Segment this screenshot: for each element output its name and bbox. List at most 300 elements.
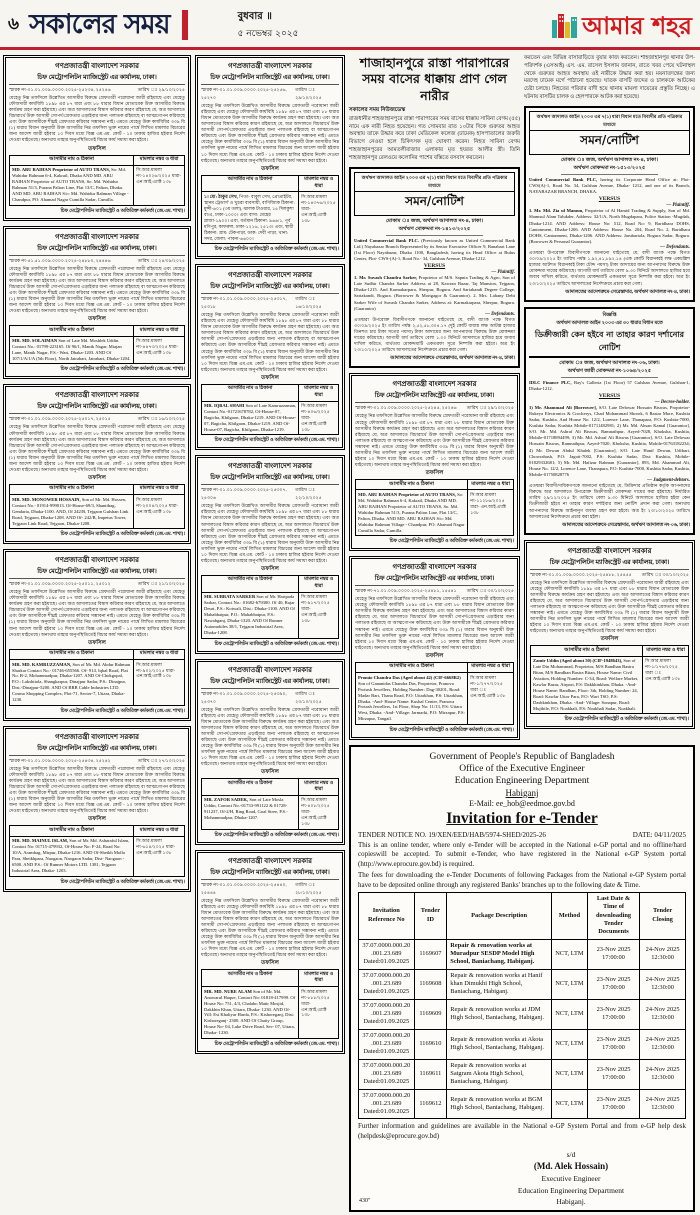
table-row	[356, 490, 514, 536]
notice-body: যেহেতু নিম্ন তফসিলে উল্লেখিত আসামীর বিরুদ্ধে গ্রেফতারী পরোয়ানা জারী রহিয়াছে এবং যেহেতু ফৌজদারী কার্যবিধি ১৮৯৮ এর ৮৭ ধারা এবং ৮৮ ধারার বিধান মোতাবেক উক্ত আসামীর বিরুদ্ধে কার্যক্রম গ্রহণ করা হইয়াছে। এবং অত্র আদালতের বিশ্বাস করিবার কারণ রহিয়াছে যে, অত্র আদালতে বিচারার্থে উক্ত আসামী সোপর্দ/গ্রেফতার এড়াইবার জন্য পলাতক রহিয়াছে বা আত্মগোপন করিয়াছে এবং উক্ত আসামীকে শীঘ্রই গ্রেফতার করিবার সম্ভাবনা নাই। এমতে যেহেতু উক্ত কার্যবিধির ৩৩৯ বি (১) ধারার বিধান অনুযায়ী উক্ত আসামীর নিম্ন তফসিল ভুক্ত নামের পার্শ্বে লিখিত মামলার বিচারের জন্য আদেশ জারী হইবার ১০ দিবস মধ্যে বিজ্ঞ এম.এম. কোর্ট - ১০ ঢাকায় হাজির হইবার নির্দেশ দেওয়া যাইতেছে। অন্যথায় তাহার অনুপস্থিতিতেই বিচার কার্য সমাধা করা হইবে।	[530, 579, 689, 634]
defendant-address: Son of Late Mosla Uddin, Contact No.-01733-991122 & 01728-911237, Of-2/H, Ring Road, Goal Stree, P.S.-Mohammadpur, Dhaka-1207.	[204, 797, 288, 821]
column-3	[349, 55, 520, 745]
case-ref: সি.আর.মামলা নং-৯১৭/২০২৫ ধারা- এন.আই.এ্যাক্ট ১৩৮	[299, 592, 339, 638]
col-header-case: মামলার নম্বর ও ধারা	[468, 662, 514, 672]
memo-number: স্মারক নং-০১.০১.০০৯.০০০০.২০২৫-২৫২৫৬, ২৫২৭০	[201, 87, 287, 100]
col-header-case: মামলার নম্বর ও ধারা	[134, 826, 185, 836]
summons-law-line: অর্থঋণ আদালত আইন ২০০৩ এর ৭(১) ধারা বিধান মতে বিবাদীর প্রতি পত্রিকার মাধ্যমে	[354, 172, 515, 192]
article-body-col1: রাজধানীর শাহজাহানপুরে রাস্তা পারাপারের সময় বাসের ধাক্কায় সাবিনা বেগম (৫৫) নামে এক নারী নিহত হয়েছেন। গত সোমবার রাত ১০টার দিকে গুরুতর আহত অবস্থায় তাকে উদ্ধার করে ঢাকা মেডিকেল কলেজ (ঢামেক) হাসপাতালের জরুরি বিভাগে নেওয়া হলে চিকিৎসক মৃত ঘোষণা করেন। নিহত সাবিনা বেগম শাহজাহানপুরের আমতলীবাজার এলাকার মৃত হযরত আলীর স্ত্রী। তিনি শাহজাহানপুর রেলওয়ে কলোনির পাশের বস্তিতে বসবাস করতেন।	[349, 115, 520, 161]
notice-signature: চিফ মেট্রোপলিটন ম্যাজিস্ট্রেট ও অতিরিক্ত কর্মকর্তা (জে.এম. শাখা)।	[60, 208, 185, 214]
notice-date: তারিখ ঃ ৩০/১০/২০২৫	[641, 571, 689, 577]
cell-closing: 24-Nov 2025 12:30:00	[640, 999, 686, 1029]
notice-date: তারিখ ঃ ২৯/১০/২০২৫	[466, 405, 514, 411]
defendant-address: Son of Mr. Md. Hossen, Contact No.- 01914-999013. Of-House-69/3, Shantibag, Gendaria, Dhaka-1100. AND, Of 242/B, Tejgaon Gulshan Link Road, Tejgaon, Dhaka-1208. AND Of- 242/B, Impetus Tower, Tejgaon Link Road, Tejgaon, Dhaka-1208.	[12, 496, 129, 526]
date-block	[238, 9, 299, 41]
cmm-notice-box	[195, 850, 345, 1054]
summons-law-line: অর্থঋণ আদালত আইন ২০০৩ এর ৭(১) ধারা বিধান মতে বিবাদীর প্রতি পত্রিকার মাধ্যমে	[529, 111, 690, 131]
cell-download: 23-Nov 2025 17:00:00	[587, 1029, 639, 1059]
schedule-table	[201, 778, 339, 830]
decree-body-bn: এতদ্বারা বিবাদী/দায়িকগণকে জানানো যাইতেছে যে, ডিক্রিদার প্রতিষ্ঠান কর্তৃক আপনাদের বিরুদ্ধে অত্র আদালতে উপরোক্ত ডিক্রীজারী মোকদ্দমা দায়ের করা হইয়াছে। নির্ধারিত তারিখ ২৯/১২/২০২৫ ইং তারিখে বেলা ৯.৩০ মিনিটে আদালতে হাজির হইয়া কেন ডিক্রীজারী হইবে না তাহার কারণ দর্শাইবার জন্য নোটিশ প্রদান করা গেল। অন্যথায় আপনাদের বিরুদ্ধে আইনানুগ ব্যবস্থা গ্রহণ করা হইবে। অত্র ইং ২৩/১০/২০২৫ তারিখে আদালতের নির্দেশক্রমে প্রচার করা হইল।	[529, 483, 690, 519]
schedule-heading: তফসিল	[425, 470, 444, 477]
summons-venue: মোকাম ঃ জজ, অর্থঋণ আদালত নং-৪, ঢাকা।	[385, 217, 484, 224]
notice-date: তারিখ ঃ ৩০/১০/২০২৫	[466, 588, 514, 594]
notice-office-title: চিফ মেট্রোপলিটন ম্যাজিস্ট্রেট এর কার্যালয়, ঢাকা।	[9, 401, 185, 414]
schedule-table	[355, 479, 514, 536]
cmm-notice-box	[3, 549, 191, 721]
cell-ref: 37.07.0000.000.20 .001.23.689 Dated:01.09.2025	[359, 999, 415, 1029]
decree-holder-label: — Decree-holder.	[654, 399, 690, 405]
notice-gov-title: গণপ্রজাতন্ত্রী বাংলাদেশ সরকার	[227, 62, 313, 70]
tender-gov-line-3: Education Engineering Department	[454, 775, 590, 786]
plaintiff-paragraph	[354, 238, 515, 262]
article-byline: সকালের সময় নিউজডেস্ক	[349, 106, 406, 113]
tender-signature-block	[456, 1149, 686, 1208]
versus-label: VERSUS	[423, 263, 446, 270]
schedule-heading: তফসিল	[88, 639, 106, 646]
tender-signer-role-2: Education Engineering Department	[517, 1185, 625, 1195]
defendant-address: Son of Mr. Haripada Sarkar, Contact No.: 01682-679300. Of 40, Rajar Deuri, P.S.: Kotwali, Dist.: Dhaka-1100. AND Of Mahabbatpur, P.O.: Mahabbatpur, P.S.: Nawabganj, Dhaka-1320. AND Of Runner Automobiles 38/1, Tejgaon Industrial Area, Dhaka-1208.	[204, 594, 295, 636]
col-header-case: মামলার নম্বর ও ধারা	[299, 175, 339, 192]
judgment-debtors-label: — Judgment-debtors.	[647, 478, 690, 484]
cmm-notice-box	[349, 556, 520, 740]
notice-date: তারিখ ঃ ২৭/১০/২০২৫	[137, 757, 185, 763]
tender-signer-role-1: Executive Engineer	[541, 1174, 601, 1184]
th-package-description: Package Description	[447, 892, 552, 939]
defendant-address: পিতা- বাবুল সেখ, প্রোপ্রাইটর, 'হানম ট্রেডার্স' ও খুচরা ব্যবসায়ী, বাণিজ্যিক ঠিকানা: মুন্সী-৬০১ (৩য় তলা), ঝালক টাওয়ার, ১৫ দিলকুশা বা/এ, ঢাকা-১০০০। এবং বাসা: মেহের প্লাজা-১৯০০। এবং, বর্তমান ঠিকানা: ৯৬৬/১, পূর্ব মণিপুর, কাফরুল, ঢাকা-১২১৬, ২৫১৩। এবং, স্থায়ী ঠিকানা: গ্রাম: টেকপাড়া, ডাক: দেবী পাড়া, থানা: সদর, জেলা: পাবনা-৬৬০০।	[204, 193, 295, 241]
defendants-paragraph	[354, 275, 515, 312]
table-row	[10, 165, 185, 205]
decree-signature: আদালতের আদেশক্রমে-সেরেস্তাদার, অর্থঋণ আদালত নং-০৬, ঢাকা।	[562, 522, 690, 528]
notice-body: যেহেতু নিম্ন তফসিলে উল্লেখিত আসামীর বিরুদ্ধে গ্রেফতারী পরোয়ানা জারী রহিয়াছে এবং যেহেতু ফৌজদারী কার্যবিধি ১৮৯৮ এর ৮৭ ধারা এবং ৮৮ ধারার বিধান মোতাবেক উক্ত আসামীর বিরুদ্ধে কার্যক্রম গ্রহণ করা হইয়াছে। এবং অত্র আদালতের বিশ্বাস করিবার কারণ রহিয়াছে যে, অত্র আদালতে বিচারার্থে উক্ত আসামী সোপর্দ/গ্রেফতার এড়াইবার জন্য পলাতক রহিয়াছে বা আত্মগোপন করিয়াছে এবং উক্ত আসামীকে শীঘ্রই গ্রেফতার করিবার সম্ভাবনা নাই। এমতে যেহেতু উক্ত কার্যবিধির ৩৩৯ বি (১) ধারার বিধান অনুযায়ী উক্ত আসামীর নিম্ন তফসিল ভুক্ত নামের পার্শ্বে লিখিত মামলার বিচারের জন্য আদেশ জারী হইবার ১০ দিবস মধ্যে বিজ্ঞ এম.এম. কোর্ট - ১০ ঢাকায় হাজির হইবার নির্দেশ দেওয়া যাইতেছে। অন্যথায় তাহার অনুপস্থিতিতেই বিচার কার্য সমাধা করা হইবে।	[9, 265, 185, 314]
cell-method: NCT, LTM	[551, 969, 587, 999]
defendant-name: MR. MD. KAMRUZZAMAN,	[12, 661, 73, 667]
notice-body: যেহেতু নিম্ন তফসিলে উল্লেখিত আসামীর বিরুদ্ধে গ্রেফতারী পরোয়ানা জারী রহিয়াছে এবং যেহেতু ফৌজদারী কার্যবিধি ১৮৯৮ এর ৮৭ ধারা এবং ৮৮ ধারার বিধান মোতাবেক উক্ত আসামীর বিরুদ্ধে কার্যক্রম গ্রহণ করা হইয়াছে। এবং অত্র আদালতের বিশ্বাস করিবার কারণ রহিয়াছে যে, অত্র আদালতে বিচারার্থে উক্ত আসামী সোপর্দ/গ্রেফতার এড়াইবার জন্য পলাতক রহিয়াছে বা আত্মগোপন করিয়াছে এবং উক্ত আসামীকে শীঘ্রই গ্রেফতার করিবার সম্ভাবনা নাই। এমতে যেহেতু উক্ত কার্যবিধির ৩৩৯ বি (১) ধারার বিধান অনুযায়ী উক্ত আসামীর নিম্ন তফসিল ভুক্ত নামের পার্শ্বে লিখিত মামলার বিচারের জন্য আদেশ জারী হইবার ১০ দিবস মধ্যে বিজ্ঞ এম.এম. কোর্ট - ১০ ঢাকায় হাজির হইবার নির্দেশ দেওয়া যাইতেছে। অন্যথায় তাহার অনুপস্থিতিতেই বিচার কার্য সমাধা করা হইবে।	[9, 424, 185, 472]
col-header-name: আসামীর নাম ও ঠিকানা	[10, 484, 134, 494]
cell-download: 23-Nov 2025 17:00:00	[587, 999, 639, 1029]
cmm-notice-box	[195, 455, 345, 653]
defendant-name: 1. Mr. Md. Zia ul Mamun,	[529, 208, 586, 214]
memo-number: স্মারক নং-০১.০১.০০৯.০০০০.২০২৫-২৫৪৮৮, ২৫৪৫৫	[530, 571, 632, 577]
cell-ref: 37.07.0000.000.20 .001.23.689 Dated:01.09.2025	[359, 939, 415, 969]
notice-body: যেহেতু নিম্ন তফসিলে উল্লেখিত আসামীর বিরুদ্ধে গ্রেফতারী পরোয়ানা জারী রহিয়াছে এবং যেহেতু ফৌজদারী কার্যবিধি ১৮৯৮ এর ৮৭ ধারা এবং ৮৮ ধারার বিধান মোতাবেক উক্ত আসামীর বিরুদ্ধে কার্যক্রম গ্রহণ করা হইয়াছে। এবং অত্র আদালতের বিশ্বাস করিবার কারণ রহিয়াছে যে, অত্র আদালতে বিচারার্থে উক্ত আসামী সোপর্দ/গ্রেফতার এড়াইবার জন্য পলাতক রহিয়াছে বা আত্মগোপন করিয়াছে এবং উক্ত আসামীকে শীঘ্রই গ্রেফতার করিবার সম্ভাবনা নাই। এমতে যেহেতু উক্ত কার্যবিধির ৩৩৯ বি (১) ধারার বিধান অনুযায়ী উক্ত আসামীর নিম্ন তফসিল ভুক্ত নামের পার্শ্বে লিখিত মামলার বিচারের জন্য আদেশ জারী হইবার ১০ দিবস মধ্যে বিজ্ঞ এম.এম. কোর্ট - ১০ ঢাকায় হাজির হইবার নির্দেশ দেওয়া যাইতেছে। অন্যথায় তাহার অনুপস্থিতিতেই বিচার কার্য সমাধা করা হইবে।	[201, 897, 339, 958]
table-row	[202, 592, 339, 638]
col-header-case: মামলার নম্বর ও ধারা	[134, 155, 185, 165]
col-header-name: আসামীর নাম ও ঠিকানা	[356, 480, 468, 490]
notice-date: তারিখ ঃ ২৯/১০/২০২৫	[295, 87, 322, 100]
defendants-label: — Defendants.	[485, 311, 515, 317]
col-header-case: মামলার নম্বর ও ধারা	[643, 646, 689, 656]
summons-title: সমন/নোটিশ	[354, 192, 515, 216]
tender-row	[359, 939, 686, 969]
schedule-heading: তফসিল	[425, 652, 444, 659]
case-ref: সি.আর.মামলা নং-৪০৬/২০২৫ ধারা- এন.আই.এ্যাক্ট ১৩৮	[299, 401, 339, 435]
notice-office-title: চিফ মেট্রোপলিটন ম্যাজিস্ট্রেট এর কার্যালয়, ঢাকা।	[9, 243, 185, 256]
case-ref: সি.আর.মামলা নং-৬১৪/২০২৫ ধারা- এন.আই.এ্যাক্ট ১৩৮	[134, 836, 185, 876]
schedule-table	[9, 649, 185, 706]
schedule-heading: তফসিল	[261, 565, 279, 572]
tender-row	[359, 1059, 686, 1089]
col-header-case: মামলার নম্বর ও ধারা	[299, 384, 339, 401]
cmm-notice-box	[349, 373, 520, 551]
notice-office-title: চিফ মেট্রোপলিটন ম্যাজিস্ট্রেট এর কার্যালয়, ঢাকা।	[9, 566, 185, 579]
column-4	[524, 55, 695, 734]
tender-notice-no: TENDER NOTICE NO. 19/XEN/EED/HAB/5974-SHED/2025-26	[358, 830, 546, 839]
cmm-notice-box	[3, 384, 191, 544]
cell-id: 1169608	[414, 969, 447, 999]
defendant-detail: Proprietor of Al Hamid Trading & Supply, Son of Md. Shamsul Alam Talukder, Address: 32/1/A, North Mugdapara, Police Station -Mugdah, Dhaka-1214. AND Address: House No: 512, Road No: 9, Baridhara DOHS, Cantonment, Dhaka-1206. AND Address: House No. 204, Road No. 2, Baridhara DOHS, Cantonment, Dhaka-1206. AND Address: Jarubariola, Bogura Sadar, Bogura. (Borrower & Personal Guarantor).	[529, 208, 690, 244]
decree-law-line: অর্থঋণ আদালত আইন ২০০৩ এর ৩০ ধারার বিধান মতে	[556, 320, 663, 326]
notice-gov-title: গণপ্রজাতন্ত্রী বাংলাদেশ সরকার	[54, 232, 140, 241]
cmm-notice-box	[524, 540, 695, 730]
notice-gov-title: গণপ্রজাতন্ত্রী বাংলাদেশ সরকার	[54, 556, 140, 565]
notice-office-title: চিফ মেট্রোপলিটন ম্যাজিস্ট্রেট এর কার্যালয়, ঢাকা।	[201, 867, 339, 880]
schedule-heading: তফসিল	[261, 769, 279, 776]
tender-row	[359, 969, 686, 999]
defendant-address: Son of Mr. Md. Abdur Rahman Sharkar Contact No.- 01746-655566. Of- 914, Iqbal Road, Flat No. B-2, Mohammadpur, Dhaka-1207. AND Of-Chokgopal, P.O.: Lakshitola, Shangkarpur, Dinajpur Sadar, P.S.: Dinajpur, Dist.-Dinajpur-5200. AND Of BRB Cable Industries LTD. Cosmo Shopping Complex, Plot-71, Sector-7, Uttara, Dhaka-1230.	[12, 661, 131, 703]
cell-desc: Repair & renovation works at BGM High School, Baniachang, Habiganj.	[447, 1089, 552, 1119]
notice-signature: চিফ মেট্রোপলিটন ম্যাজিস্ট্রেট ও অতিরিক্ত কর্মকর্তা (জে.এম. শাখা)।	[214, 438, 339, 444]
col-header-case: মামলার নম্বর ও ধারা	[468, 480, 514, 490]
amar-shohor-logo	[551, 12, 692, 38]
schedule-heading: তফসিল	[88, 145, 106, 152]
memo-number: স্মারক নং-০১.০১.০০৯.০০০০.২০২৫-২৫৩৯০, ২৫৩৭০	[201, 690, 287, 704]
notice-body: যেহেতু নিম্ন তফসিলে উল্লেখিত আসামীর বিরুদ্ধে গ্রেফতারী পরোয়ানা জারী রহিয়াছে এবং যেহেতু ফৌজদারী কার্যবিধি ১৮৯৮ এর ৮৭ ধারা এবং ৮৮ ধারার বিধান মোতাবেক উক্ত আসামীর বিরুদ্ধে কার্যক্রম গ্রহণ করা হইয়াছে। এবং অত্র আদালতের বিশ্বাস করিবার কারণ রহিয়াছে যে, অত্র আদালতে বিচারার্থে উক্ত আসামী সোপর্দ/গ্রেফতার এড়াইবার জন্য পলাতক রহিয়াছে বা আত্মগোপন করিয়াছে এবং উক্ত আসামীকে শীঘ্রই গ্রেফতার করিবার সম্ভাবনা নাই। এমতে যেহেতু উক্ত কার্যবিধির ৩৩৯ বি (১) ধারার বিধান অনুযায়ী উক্ত আসামীর নিম্ন তফসিল ভুক্ত নামের পার্শ্বে লিখিত মামলার বিচারের জন্য আদেশ জারী হইবার ১০ দিবস মধ্যে বিজ্ঞ এম.এম. কোর্ট - ১০ ঢাকায় হাজির হইবার নির্দেশ দেওয়া যাইতেছে। অন্যথায় তাহার অনুপস্থিতিতেই বিচার কার্য সমাধা করা হইবে।	[355, 596, 514, 650]
table-row	[202, 401, 339, 435]
judgment-debtor-name: 1) Mr. Ahammad Ali [Borrower],	[529, 404, 599, 410]
notice-office-title: চিফ মেট্রোপলিটন ম্যাজিস্ট্রেট এর কার্যালয়, ঢাকা।	[9, 743, 185, 756]
summons-signature: আদালতের আদেশক্রমে-সেরেস্তাদার, অর্থঋণ আদালত নং-৪, ঢাকা।	[390, 356, 515, 362]
th-tender-closing: Tender Closing	[640, 892, 686, 939]
notice-office-title: চিফ মেট্রোপলিটন ম্যাজিস্ট্রেট এর কার্যালয়, ঢাকা।	[201, 281, 339, 294]
col-header-name: আসামীর নাম ও ঠিকানা	[202, 175, 299, 192]
schedule-heading: তফসিল	[88, 316, 106, 323]
decree-venue: মোকাম ঃ জজ, অর্থঋণ আদালত নং-০৬, ঢাকা।	[559, 359, 660, 366]
cell-desc: Repair & renovation works at Akota High School, Baniachang, Habiganj.	[447, 1029, 552, 1059]
col-header-name: আসামীর নাম ও ঠিকানা	[202, 970, 299, 987]
case-ref: সি.আর.মামলা নং-১১২৮৬/২০২৫ ধারা- এন.আই.এ্যাক্ট ১৩৮	[468, 490, 514, 536]
notice-office-title: চিফ মেট্রোপলিটন ম্যাজিস্ট্রেট এর কার্যালয়, ঢাকা।	[355, 390, 514, 403]
decree-top-label: বিজ্ঞপ্তি	[602, 312, 617, 318]
col-header-name: আসামীর নাম ও ঠিকানা	[356, 662, 468, 672]
notice-office-title: চিফ মেট্রোপলিটন ম্যাজিস্ট্রেট এর কার্যালয়, ঢাকা।	[9, 72, 185, 85]
tender-gov-line-2: Office of the Executive Engineer	[459, 763, 585, 774]
col-header-case: মামলার নম্বর ও ধারা	[299, 779, 339, 796]
tender-sd: s/d	[566, 1149, 576, 1159]
notice-gov-title: গণপ্রজাতন্ত্রী বাংলাদেশ সরকার	[392, 380, 477, 389]
decree-holder-name: IDLC Finance PLC,	[529, 379, 575, 385]
schedule-table	[9, 484, 185, 529]
cmm-notice-box	[3, 226, 191, 380]
col-header-name: আসামীর নাম ও ঠিকানা	[202, 575, 299, 592]
cell-desc: Repair & renovation works at Muradpur SESDP Model High School, Baniachang, Habiganj.	[447, 939, 552, 969]
versus-label: VERSUS	[598, 392, 621, 399]
notice-body: যেহেতু নিম্ন তফসিলে উল্লেখিত আসামীর বিরুদ্ধে গ্রেফতারী পরোয়ানা জারী রহিয়াছে এবং যেহেতু ফৌজদারী কার্যবিধি ১৮৯৮ এর ৮৭ ধারা এবং ৮৮ ধারার বিধান মোতাবেক উক্ত আসামীর বিরুদ্ধে কার্যক্রম গ্রহণ করা হইয়াছে। এবং অত্র আদালতের বিশ্বাস করিবার কারণ রহিয়াছে যে, অত্র আদালতে বিচারার্থে উক্ত আসামী সোপর্দ/গ্রেফতার এড়াইবার জন্য পলাতক রহিয়াছে বা আত্মগোপন করিয়াছে এবং উক্ত আসামীকে শীঘ্রই গ্রেফতার করিবার সম্ভাবনা নাই। এমতে যেহেতু উক্ত কার্যবিধির ৩৩৯ বি (১) ধারার বিধান অনুযায়ী উক্ত আসামীর নিম্ন তফসিল ভুক্ত নামের পার্শ্বে লিখিত মামলার বিচারের জন্য আদেশ জারী হইবার ১০ দিবস মধ্যে বিজ্ঞ এম.এম. কোর্ট - ১০ ঢাকায় হাজির হইবার নির্দেশ দেওয়া যাইতেছে। অন্যথায় তাহার অনুপস্থিতিতেই বিচার কার্য সমাধা করা হইবে।	[9, 95, 185, 143]
memo-number: স্মারক নং-০১.০১.০০৯.০০০০.২০২৫-২৫০১১, ২৫০১২	[9, 581, 111, 587]
schedule-table	[9, 825, 185, 876]
plaintiff-label: — Plaintiff.	[666, 203, 690, 209]
table-row	[10, 495, 185, 529]
case-ref: সি.আর.মামলা নং-১/২৭৭/২০২৫ ধারা ঃ এন.আই.এ্যাক্ট ১৩৮	[468, 673, 514, 725]
tender-table-header-row	[359, 892, 686, 939]
plaintiff-name: United Commercial Bank PLC.	[354, 237, 422, 243]
cell-id: 1169607	[414, 939, 447, 969]
defendant-detail: Proprietor of M/S. Sapnia Trading & Agro, Son of Late Sudhir Chandra Sarker Address at 28, Kawran Bazar, Taj Mansion, Tejgaon, Dhaka-1215. And Karmakarpara, Sherpur, Bogura. And Sariakandi Degree College, Sariakandi, Bogura. (Borrower & Mortgagor & Guarantor). 2. Mrs. Lahany Debi Sarker Wife of Suvash Chandra Sarker, Address at: Karmakarpara, Sherpur, Bogura. (Guarantor)	[354, 275, 516, 311]
plaintiff-detail: having its Corporate Head Office at: Plot- CWS(A)-1, Road No. 34, Gulshan Avenue, Dhaka- 1212, and one of its Branch, NAYABAZAR BRANCH, DHAKA.	[529, 176, 691, 195]
notice-date: তারিখ ঃ ২৩/১০/২০২৫	[295, 690, 322, 704]
table-row	[202, 987, 339, 1039]
cmm-notice-box	[3, 55, 191, 221]
date-label: ৫ নভেম্বর ২০২৫	[237, 28, 299, 39]
table-row	[10, 336, 185, 364]
cell-closing: 24-Nov 2025 12:30:00	[640, 1059, 686, 1089]
col-header-name: আসামীর নাম ও ঠিকানা	[202, 384, 299, 401]
column-2	[195, 55, 345, 1059]
notice-date: তারিখ ঃ ২২/১০/২০২৫	[295, 487, 322, 501]
case-ref: সি.আর.মামলা নং-৮৮৮/২০২৫ ধারা- এন.আই.এ্যাক্ট ১৩৮	[299, 987, 339, 1039]
cell-closing: 24-Nov 2025 12:30:00	[640, 969, 686, 999]
case-ref: সি.আর.মামলা নং-১৪০২৬/২০২৫ ধারা- এন.আই.এ্যাক্ট ১৩৮	[134, 165, 185, 205]
defendant-name: MR. MD. MAINUL ISLAM,	[12, 838, 70, 844]
notice-body: যেহেতু নিম্ন তফসিলে উল্লেখিত আসামীর বিরুদ্ধে গ্রেফতারী পরোয়ানা জারী রহিয়াছে এবং যেহেতু ফৌজদারী কার্যবিধি ১৮৯৮ এর ৮৭ ধারা এবং ৮৮ ধারার বিধান মোতাবেক উক্ত আসামীর বিরুদ্ধে কার্যক্রম গ্রহণ করা হইয়াছে। এবং অত্র আদালতের বিশ্বাস করিবার কারণ রহিয়াছে যে, অত্র আদালতে বিচারার্থে উক্ত আসামী সোপর্দ/গ্রেফতার এড়াইবার জন্য পলাতক রহিয়াছে বা আত্মগোপন করিয়াছে এবং উক্ত আসামীকে শীঘ্রই গ্রেফতার করিবার সম্ভাবনা নাই। এমতে যেহেতু উক্ত কার্যবিধির ৩৩৯ বি (১) ধারার বিধান অনুযায়ী উক্ত আসামীর নিম্ন তফসিল ভুক্ত নামের পার্শ্বে লিখিত মামলার বিচারের জন্য আদেশ জারী হইবার ১০ দিবস মধ্যে বিজ্ঞ এম.এম. কোর্ট - ১০ ঢাকায় হাজির হইবার নির্দেশ দেওয়া যাইতেছে। অন্যথায় তাহার অনুপস্থিতিতেই বিচার কার্য সমাধা করা হইবে।	[201, 503, 339, 563]
cell-closing: 24-Nov 2025 12:30:00	[640, 939, 686, 969]
plaintiff-label: — Plaintiff.	[491, 270, 515, 276]
notice-signature: চিফ মেট্রোপলিটন ম্যাজিস্ট্রেট ও অতিরিক্ত কর্মকর্তা (জে.এম. শাখা)।	[564, 717, 689, 723]
memo-number: স্মারক নং-০১.০১.০০৯.০০০০.২০২৫-২৫২৩৪, ২৫২৪৬	[9, 87, 111, 92]
cmm-notice-box	[195, 264, 345, 450]
cell-method: NCT, LTM	[551, 1059, 587, 1089]
decree-holder-paragraph	[529, 380, 690, 392]
col-header-case: মামলার নম্বর ও ধারা	[134, 649, 185, 659]
summons-notice-box	[524, 106, 695, 302]
judgment-debtors-paragraph	[529, 405, 690, 478]
notice-gov-title: গণপ্রজাতন্ত্রী বাংলাদেশ সরকার	[227, 462, 313, 471]
cell-ref: 37.07.0000.000.20 .001.23.689 Dated:01.09.2025	[359, 1059, 415, 1089]
schedule-heading: তফসিল	[88, 816, 106, 823]
decree-notice-box	[524, 307, 695, 535]
summons-case-no: অর্থঋণ মোকদ্দমা নং-১৫১৩/২০২৫	[561, 165, 658, 175]
defendant-name: MR. SUBRATA SARKER	[204, 594, 257, 600]
tender-footer-note: Further information and guidelines are available in the National e-GP System Portal and from e-GP help desk (helpdesk@eprocure.gov.bd)	[358, 1122, 686, 1140]
notice-signature: চিফ মেট্রোপলিটন ম্যাজিস্ট্রেট ও অতিরিক্ত কর্মকর্তা (জে.এম. শাখা)।	[214, 1041, 339, 1047]
case-ref: সি.আর.মামলা নং-৪৪৭৩/২০২৫ ধারা- এন.আই.এ্যাক্ট ১৩৮	[134, 336, 185, 364]
tender-signer-name: (Md. Alek Hossain)	[533, 1160, 609, 1171]
masthead-accent-bar	[182, 10, 188, 40]
memo-number: স্মারক নং-০১.০১.০০৯.০০০০.২০২৫-২৫৩১৭, ২৫৩১৮	[201, 296, 287, 310]
tender-email: E-Mail: ee_hob@eedmoe.gov.bd	[469, 798, 575, 808]
th-invitation-ref: Invitation Reference No	[359, 892, 415, 939]
schedule-heading: তফসিল	[261, 960, 279, 967]
notice-signature: চিফ মেট্রোপলিটন ম্যাজিস্ট্রেট ও অতিরিক্ত কর্মকর্তা (জে.এম. শাখা)।	[214, 641, 339, 647]
page-number: ৬	[8, 13, 20, 34]
defendant-address: Son of Mr. Md. Anowarul Haque, Contact No: 01818-417999. Of House No: 751, 4/3, Chalabo Matir Mosjid, Dakkhin Khan, Uttara, Dhaka- 1230. AND Of-Vill: Est Khaliyar Harda, P.S.: Kishoreganj, Dist: Kishoreganj- 2300. AND Of Chaity Group, House No- 04, Lake Drive Road, Sec- 07, Uttara, Dhaka- 1230.	[204, 988, 296, 1036]
plaintiff-name: United Commercial Bank PLC,	[529, 176, 601, 182]
col-header-name: আসামীর নাম ও ঠিকানা	[531, 646, 643, 656]
cell-id: 1169609	[414, 999, 447, 1029]
summons-signature: আদালতের আদেশক্রমে-সেরেস্তাদার, অর্থঋণ আদালত নং-৪, ঢাকা।	[565, 289, 690, 295]
case-ref: সি.আর.মামলা নং-৯০২/২০২৫ ধারা- এন.আই.এ্যাক্ট ১৩৮	[134, 660, 185, 706]
memo-number: স্মারক নং-৫১.৫১.০০৯.০০০০.২০২৫-২৪৮৮০, ২৪৪৪৬	[9, 257, 111, 263]
cell-desc: Repair & renovation works at Hanif khan Dimukhi High School, Baniachang, Habiganj.	[447, 969, 552, 999]
notice-gov-title: গণপ্রজাতন্ত্রী বাংলাদেশ সরকার	[392, 563, 477, 572]
cell-id: 1169611	[414, 1059, 447, 1089]
defendant-address: Son of Late Kamruzzaman, Contact No.-01721678782, Of-House-07, Bagicha, Khilgaon, Dhaka-1219. AND Of-House-07, Bagicha, Khilgaon, Dhaka-1219. AND Of-House-07, Bagicha, Khilgaon, Dhaka-1219.	[204, 403, 297, 432]
notice-gov-title: গণপ্রজাতন্ত্রী বাংলাদেশ সরকার	[54, 391, 140, 400]
cell-method: NCT, LTM	[551, 1089, 587, 1119]
notice-signature: চিফ মেট্রোপলিটন ম্যাজিস্ট্রেট ও অতিরিক্ত কর্মকর্তা (জে.এম. শাখা)।	[60, 708, 185, 714]
case-ref: সি.আর.মামলা নং-১/১৭৬/২০২৫ ধারা ঃ এন.আই.এ্যাক্ট ১৩৮	[643, 656, 689, 714]
tender-row	[359, 999, 686, 1029]
notice-office-title: চিফ মেট্রোপলিটন ম্যাজিস্ট্রেট এর কার্যালয়, ঢাকা।	[201, 676, 339, 689]
tender-row	[359, 1029, 686, 1059]
col-header-name: আসামীর নাম ও ঠিকানা	[10, 326, 134, 336]
versus-label: VERSUS	[598, 196, 621, 203]
cmm-notice-box	[195, 55, 345, 259]
tender-title: Invitation for e-Tender	[446, 809, 598, 827]
notice-body: যেহেতু নিম্ন তফসিলে উল্লেখিত আসামীর বিরুদ্ধে গ্রেফতারী পরোয়ানা জারী রহিয়াছে এবং যেহেতু ফৌজদারী কার্যবিধি ১৮৯৮ এর ৮৭ ধারা এবং ৮৮ ধারার বিধান মোতাবেক উক্ত আসামীর বিরুদ্ধে কার্যক্রম গ্রহণ করা হইয়াছে। এবং অত্র আদালতের বিশ্বাস করিবার কারণ রহিয়াছে যে, অত্র আদালতে বিচারার্থে উক্ত আসামী সোপর্দ/গ্রেফতার এড়াইবার জন্য পলাতক রহিয়াছে বা আত্মগোপন করিয়াছে এবং উক্ত আসামীকে শীঘ্রই গ্রেফতার করিবার সম্ভাবনা নাই। এমতে যেহেতু উক্ত কার্যবিধির ৩৩৯ বি (১) ধারার বিধান অনুযায়ী উক্ত আসামীর নিম্ন তফসিল ভুক্ত নামের পার্শ্বে লিখিত মামলার বিচারের জন্য আদেশ জারী হইবার ১০ দিবস মধ্যে বিজ্ঞ এম.এম. কোর্ট - ১০ ঢাকায় হাজির হইবার নির্দেশ দেওয়া যাইতেছে। অন্যথায় তাহার অনুপস্থিতিতেই বিচার কার্য সমাধা করা হইবে।	[9, 765, 185, 814]
notice-signature: চিফ মেট্রোপলিটন ম্যাজিস্ট্রেট ও অতিরিক্ত কর্মকর্তা (জে.এম. শাখা)।	[389, 727, 514, 733]
schedule-table	[201, 575, 339, 639]
col-header-case: মামলার নম্বর ও ধারা	[134, 484, 185, 494]
memo-number: স্মারক নং-০১.০১.০০৯.০০০০.২০২৫-২৫২৪৫, ২৫২৪৬	[355, 405, 457, 411]
cell-download: 23-Nov 2025 17:00:00	[587, 1059, 639, 1089]
notice-signature: চিফ মেট্রোপলিটন ম্যাজিস্ট্রেট ও অতিরিক্ত কর্মকর্তা (জে.এম. শাখা)।	[60, 879, 185, 885]
defendant-name: MR. IQBAL SHAHI	[204, 403, 246, 408]
defendant-address: Son of Late Din Mohammad, Proprietor, M/S Bandhan Bastra Bitan, M/S Bandhan Bastra Bitan, House Name: Civil Aviation, Holding Number: C-34, Road: Welfare Market, Kawlar Bazar, Airport, P.S: Dakkhinkhan, Dhaka. -And- House Name: Bandhan, Floor: 3th, Holding Number: 24, Road: Kawlar Uttor Para, P.O: Wari TSO, P.S: Dashkinkhan, Dhaka. -And- Village: Sonapur, Road: Mujibile, P.O: Noakhali, P.S: Noakhali Sadar, Noakhali.	[533, 658, 639, 711]
col-header-case: মামলার নম্বর ও ধারা	[134, 326, 185, 336]
notice-gov-title: গণপ্রজাতন্ত্রী বাংলাদেশ সরকার	[227, 856, 313, 865]
tender-signer-role-3: Habiganj.	[556, 1196, 586, 1206]
notice-signature: চিফ মেট্রোপলিটন ম্যাজিস্ট্রেট ও অতিরিক্ত কর্মকর্তা (জে.এম. শাখা)।	[389, 539, 514, 545]
schedule-table	[530, 645, 689, 714]
col-header-case: মামলার নম্বর ও ধারা	[299, 970, 339, 987]
defendant-name: MR. MD. MONOWER HOSSAIN,	[12, 496, 82, 502]
table-row	[531, 656, 689, 714]
table-row	[10, 660, 185, 706]
plaintiff-paragraph	[529, 177, 690, 195]
defendants-paragraph	[529, 208, 690, 245]
case-ref: সি.আর.মামলা নং-২০০৪/২০২৫ ধারা- এন.আই.এ্যাক্ট ১৩৮	[134, 495, 185, 529]
defendant-address: Son of Mr. Md. Asharaful Islam, Contact No: 01715-479932, Of-House No: F-24, Road No: 10/A, Arambag, Mirpur, Dhaka-1216. AND Of-Sheikh Molla Para, Sheikhpara, Naogaon, Naogaon Sadar, Dist- Naogaon - 6500. AND P.S.: Of Runner Motors LTD. 1381, Tejgaon Industrial Area, Dhaka- 1203.	[12, 838, 130, 874]
table-row	[10, 836, 185, 876]
notice-date: তারিখ ঃ ১৬/১০/২০২৫	[137, 416, 185, 422]
notice-signature: চিফ মেট্রোপলিটন ম্যাজিস্ট্রেট ও অতিরিক্ত কর্মকর্তা (জে.এম. শাখা)।	[60, 532, 185, 538]
defendant-name: Promio Chandra Das (Aged about 42) (CIF-6668R2)	[358, 674, 461, 680]
summons-notice-box	[349, 167, 520, 369]
summons-case-no: অর্থঋণ মোকদ্দমা নং-১৪১৩/২০২৫	[386, 226, 483, 236]
summons-venue: মোকাম ঃ জজ, অর্থঋণ আদালত নং-৪, ঢাকা।	[560, 156, 659, 163]
article-body-col2: করতেন এবং বিভিন্ন বাসাবাড়িতে বুয়ার কাজ করতেন। শাহজাহানপুর থানার উপ-পরিদর্শক (এসআই) এস. এম. রাসেল ইসলাম জানান, রাতে খবর পেয়ে ঘটনাস্থল থেকে গুরুতর আহত অবস্থায় ওই নারীকে উদ্ধার করা হয়। ময়নাতদন্তের জন্য মরদেহ ঢামেক মর্গে পাঠানো হয়েছে। ঘাতক বাসটি জব্দের ও চালককে আটকের চেষ্টা চলছে। নিহতের পরিবার বাদী হয়ে থানায় মামলা দায়েরের প্রস্তুতি নিচ্ছে। এ ঘটনায় বাসটির চালক ও হেলপারকে আটক করা হয়েছে।	[524, 55, 695, 101]
notice-gov-title: গণপ্রজাতন্ত্রী বাংলাদেশ সরকার	[227, 665, 313, 674]
notice-body: যেহেতু নিম্ন তফসিলে উল্লেখিত আসামীর বিরুদ্ধে গ্রেফতারী পরোয়ানা জারী রহিয়াছে এবং যেহেতু ফৌজদারী কার্যবিধি ১৮৯৮ এর ৮৭ ধারা এবং ৮৮ ধারার বিধান মোতাবেক উক্ত আসামীর বিরুদ্ধে কার্যক্রম গ্রহণ করা হইয়াছে। এবং অত্র আদালতের বিশ্বাস করিবার কারণ রহিয়াছে যে, অত্র আদালতে বিচারার্থে উক্ত আসামী সোপর্দ/গ্রেফতার এড়াইবার জন্য পলাতক রহিয়াছে বা আত্মগোপন করিয়াছে এবং উক্ত আসামীকে শীঘ্রই গ্রেফতার করিবার সম্ভাবনা নাই। এমতে যেহেতু উক্ত কার্যবিধির ৩৩৯ বি (১) ধারার বিধান অনুযায়ী উক্ত আসামীর নিম্ন তফসিল ভুক্ত নামের পার্শ্বে লিখিত মামলার বিচারের জন্য আদেশ জারী হইবার ১০ দিবস মধ্যে বিজ্ঞ এম.এম. কোর্ট - ১০ ঢাকায় হাজির হইবার নির্দেশ দেওয়া যাইতেছে। অন্যথায় তাহার অনুপস্থিতিতেই বিচার কার্য সমাধা করা হইবে।	[201, 706, 339, 767]
tender-corner-mark: 430"	[359, 1198, 371, 1205]
cell-ref: 37.07.0000.000.20 .001.23.689 Dated:01.09.2025	[359, 1089, 415, 1119]
cell-method: NCT, LTM	[551, 939, 587, 969]
case-ref: সি.আর.মামলা নং-৪০৮/২০২৫ ধারা- এন.আই.এ্যাক্ট ১৩৮	[299, 795, 339, 829]
memo-number: স্মারক নং-০১.০১.০০৯.০০০০.২০২৫-২৫৩০৭, ২৫৩০৬	[201, 487, 287, 501]
notice-body: যেহেতু নিম্ন তফসিলে উল্লেখিত আসামীর বিরুদ্ধে গ্রেফতারী পরোয়ানা জারী রহিয়াছে এবং যেহেতু ফৌজদারী কার্যবিধি ১৮৯৮ এর ৮৭ ধারা এবং ৮৮ ধারার বিধান মোতাবেক উক্ত আসামীর বিরুদ্ধে কার্যক্রম গ্রহণ করা হইয়াছে। এবং অত্র আদালতের বিশ্বাস করিবার কারণ রহিয়াছে যে, অত্র আদালতে বিচারার্থে উক্ত আসামী সোপর্দ/গ্রেফতার এড়াইবার জন্য পলাতক রহিয়াছে বা আত্মগোপন করিয়াছে এবং উক্ত আসামীকে শীঘ্রই গ্রেফতার করিবার সম্ভাবনা নাই। এমতে যেহেতু উক্ত কার্যবিধির ৩৩৯ বি (১) ধারার বিধান অনুযায়ী উক্ত আসামীর নিম্ন তফসিল ভুক্ত নামের পার্শ্বে লিখিত মামলার বিচারের জন্য আদেশ জারী হইবার ১০ দিবস মধ্যে বিজ্ঞ এম.এম. কোর্ট - ১০ ঢাকায় হাজির হইবার নির্দেশ দেওয়া যাইতেছে। অন্যথায় তাহার অনুপস্থিতিতেই বিচার কার্য সমাধা করা হইবে।	[9, 589, 185, 637]
tender-row	[359, 1089, 686, 1119]
table-row	[202, 795, 339, 829]
notice-gov-title: গণপ্রজাতন্ত্রী বাংলাদেশ সরকার	[54, 732, 140, 741]
tender-district: Habiganj	[505, 787, 539, 798]
notice-gov-title: গণপ্রজাতন্ত্রী বাংলাদেশ সরকার	[54, 62, 140, 70]
schedule-table	[201, 384, 339, 436]
cmm-notice-box	[3, 726, 191, 892]
decree-holder-detail: Bay's Galleria (1st Floor) 57 Gulshan Avenue, Gulshan-1, Dhaka-1212.	[529, 379, 690, 391]
cell-desc: Repair & renovation works at Satgram Akota High School, Baniachang, Habiganj.	[447, 1059, 552, 1089]
notice-body: যেহেতু নিম্ন তফসিলে উল্লেখিত আসামীর বিরুদ্ধে গ্রেফতারী পরোয়ানা জারী রহিয়াছে এবং যেহেতু ফৌজদারী কার্যবিধি ১৮৯৮ এর ৮৭ ধারা এবং ৮৮ ধারার বিধান মোতাবেক উক্ত আসামীর বিরুদ্ধে কার্যক্রম গ্রহণ করা হইয়াছে। এবং অত্র আদালতের বিশ্বাস করিবার কারণ রহিয়াছে যে, অত্র আদালতে বিচারার্থে উক্ত আসামী সোপর্দ/গ্রেফতার এড়াইবার জন্য পলাতক রহিয়াছে বা আত্মগোপন করিয়াছে এবং উক্ত আসামীকে শীঘ্রই গ্রেফতার করিবার সম্ভাবনা নাই। এমতে যেহেতু উক্ত কার্যবিধির ৩৩৯ বি (১) ধারার বিধান অনুযায়ী উক্ত আসামীর নিম্ন তফসিল ভুক্ত নামের পার্শ্বে লিখিত মামলার বিচারের জন্য আদেশ জারী হইবার ১০ দিবস মধ্যে বিজ্ঞ এম.এম. কোর্ট - ১০ ঢাকায় হাজির হইবার নির্দেশ দেওয়া যাইতেছে। অন্যথায় তাহার অনুপস্থিতিতেই বিচার কার্য সমাধা করা হইবে।	[201, 103, 339, 163]
tender-paragraph-2: The fees for downloading the e-Tender Documents of following Packages from the National e-GP System portal have to be deposited online through any registered Banks' branches up to the following date & Time.	[358, 871, 686, 889]
memo-number: স্মারক নং-৭১.০১.০০৯.০০০০.২০২৫-২৫৪৮১, ১৫৫৪১	[355, 588, 457, 594]
notice-body: যেহেতু নিম্ন তফসিলে উল্লেখিত আসামীর বিরুদ্ধে গ্রেফতারী পরোয়ানা জারী রহিয়াছে এবং যেহেতু ফৌজদারী কার্যবিধি ১৮৯৮ এর ৮৭ ধারা এবং ৮৮ ধারার বিধান মোতাবেক উক্ত আসামীর বিরুদ্ধে কার্যক্রম গ্রহণ করা হইয়াছে। এবং অত্র আদালতের বিশ্বাস করিবার কারণ রহিয়াছে যে, অত্র আদালতে বিচারার্থে উক্ত আসামী সোপর্দ/গ্রেফতার এড়াইবার জন্য পলাতক রহিয়াছে বা আত্মগোপন করিয়াছে এবং উক্ত আসামীকে শীঘ্রই গ্রেফতার করিবার সম্ভাবনা নাই। এমতে যেহেতু উক্ত কার্যবিধির ৩৩৯ বি (১) ধারার বিধান অনুযায়ী উক্ত আসামীর নিম্ন তফসিল ভুক্ত নামের পার্শ্বে লিখিত মামলার বিচারের জন্য আদেশ জারী হইবার ১০ দিবস মধ্যে বিজ্ঞ এম.এম. কোর্ট - ১০ ঢাকায় হাজির হইবার নির্দেশ দেওয়া যাইতেছে। অন্যথায় তাহার অনুপস্থিতিতেই বিচার কার্য সমাধা করা হইবে।	[201, 312, 339, 372]
memo-number: স্মারক নং-০১.০১.০০৯.০০০০.২০২৫-২৫৪৩৪, ২৫২৪২	[9, 757, 111, 763]
cell-ref: 37.07.0000.000.20 .001.23.689 Dated:01.09.2025	[359, 969, 415, 999]
schedule-table	[9, 325, 185, 364]
schedule-table	[201, 969, 339, 1039]
notice-signature: চিফ মেট্রোপলিটন ম্যাজিস্ট্রেট ও অতিরিক্ত কর্মকর্তা (জে.এম. শাখা)।	[60, 367, 185, 373]
logo-text: আমার শহর	[582, 11, 692, 40]
schedule-table	[9, 155, 185, 206]
cell-method: NCT, LTM	[551, 1029, 587, 1059]
defendant-name: 1. Mr. Suvash Chandra Sarker,	[354, 275, 419, 281]
city-buildings-icon	[551, 12, 579, 38]
th-download-deadline: Last Date & Time of downloading Tender Documents	[587, 892, 639, 939]
case-ref: সি.আর.মামলা নং-১৪৩৭৬/২০২৫ ধারা- এন.আই.এ্যাক্ট ১৩৮	[299, 192, 339, 244]
th-tender-id: Tender ID	[414, 892, 447, 939]
notice-signature: চিফ মেট্রোপলিটন ম্যাজিস্ট্রেট ও অতিরিক্ত কর্মকর্তা (জে.এম. শাখা)।	[214, 832, 339, 838]
plaintiff-detail: (Previously known as United Commercial Bank Ltd.) Nayabazar Branch Represented by its Senior Executive Officer 9, Banabari Lane (1st Floor) Nayabazar, Dhaka 1100, Bangladesh, having its Head Office at Bulus Center, Plot- CWS-(A)-1, Road No.- 34, Gulshan Avenue, Dhaka-1212.	[354, 237, 515, 262]
defendant-name: MD. ABU RAIHAN Proprietor of AUTO TRANS,	[12, 167, 112, 173]
defendant-name: MR. ZAFOR SADEK,	[204, 797, 250, 803]
cell-desc: Repair & renovation works at JDM High School, Baniachang, Habiganj.	[447, 999, 552, 1029]
notice-signature: চিফ মেট্রোপলিটন ম্যাজিস্ট্রেট ও অতিরিক্ত কর্মকর্তা (জে.এম. শাখা)।	[214, 247, 339, 253]
schedule-heading: তফসিল	[261, 374, 279, 381]
defendant-address: So: Md. Wahidur Rahman 6-4, Kakrail, Dhaka AND MD. ABU RAIHAN Proprietor of AUTO TRANS, So. Md. Wahidur Rahman 51/3, Purana Palton Line, Flat 13/C, Palton, Dhaka. AND MD. ABU RAIHAN S/o: Md. Wahidur Rahman Village - Chandpur, PO: Ahamad Nagar Cumilla Sadar, Cumilla.	[358, 491, 465, 533]
defendant-name: Zamir Uddin (Aged about 50) (CIF-1948643),	[533, 658, 624, 664]
cell-id: 1169610	[414, 1029, 447, 1059]
decree-title: ডিক্রীজারী কেন হইবে না তাহার কারণ দর্শানোর নোটিশ	[529, 328, 690, 358]
cell-method: NCT, LTM	[551, 999, 587, 1029]
col-header-name: আসামীর নাম ও ঠিকানা	[202, 779, 299, 796]
page-content	[0, 50, 700, 1215]
notice-date: তারিখ ঃ ২৮/১০/২০২৫	[295, 881, 322, 895]
schedule-heading: তফসিল	[88, 474, 106, 481]
table-row	[202, 192, 339, 244]
notice-date: তারিখ ঃ ১৬/১০/২০২৫	[295, 296, 322, 310]
notice-office-title: চিফ মেট্রোপলিটন ম্যাজিস্ট্রেট এর কার্যালয়, ঢাকা।	[355, 573, 514, 586]
schedule-heading: তফসিল	[261, 165, 279, 172]
defendant-name: MD. ABU RAIHAN Proprietor of AUTO TRANS,	[358, 491, 458, 497]
cell-closing: 24-Nov 2025 12:30:00	[640, 1089, 686, 1119]
schedule-heading: তফসিল	[600, 636, 619, 643]
schedule-table	[355, 662, 514, 725]
cell-closing: 24-Nov 2025 12:30:00	[640, 1029, 686, 1059]
defendant-address: So: Md. Wahidur Rahman 6-4, Kakrail, Dhaka AND MD. ABU RAIHAN Proprietor of AUTO TRANS, So. Md. Wahidur Rahman 51/3, Purana Palton Line, Flat 13/C, Palton, Dhaka. AND MD. ABU RAIHAN S/o: Md. Wahidur Rahman Village - Chandpur, PO: Ahamad Nagar Cumilla Sadar, Cumilla.	[12, 167, 129, 203]
defendant-name: ১। মো: ঠাকুর সেখ,	[204, 193, 240, 199]
tender-paragraph-1: This is an online tender, where only e-Tender will be accepted in the National e-GP portal and no offline/hard copieswill be accepted. To submit e-Tender, who have registered in the National e-GP System portal (http://www.eprocure.gov.bd) is required.	[358, 840, 686, 868]
notice-office-title: চিফ মেট্রোপলিটন ম্যাজিস্ট্রেট এর কার্যালয়, ঢাকা।	[201, 72, 339, 85]
right-section	[349, 55, 695, 1212]
newspaper-masthead: সকালের সময়	[29, 9, 170, 40]
memo-number: স্মারক নং-০১.০১.০০৯.০০০০.২০২৫-২৫৪৪০, ২৫৪৪৪	[201, 881, 287, 895]
table-row	[356, 673, 514, 725]
cell-ref: 37.07.0000.000.20 .001.23.689 Dated:01.09.2025	[359, 1029, 415, 1059]
defendant-address: Son of Gananidas Chandra Das, Proprietor, Pranova Protush Jewellers, Holding Number: Dag-30201, Road: Madar Bari, Thana Road, P.O: Uttarkhan, P.S: Uttarkhan, Dhaka. -And- House Name: Kushal Center, Pranova Protash Jewellers, 1st Floor, Shop No: 11/13, P.S: Uttara West, Dhaka. -And- Village: Jarmarki, P.O: Mirzapur, P.S: Mirzapur, Tangail.	[358, 680, 465, 722]
notice-office-title: চিফ মেট্রোপলিটন ম্যাজিস্ট্রেট এর কার্যালয়, ঢাকা।	[530, 557, 689, 570]
notice-gov-title: গণপ্রজাতন্ত্রী বাংলাদেশ সরকার	[227, 271, 313, 280]
cell-id: 1169612	[414, 1089, 447, 1119]
tender-notice-box	[349, 745, 695, 1212]
